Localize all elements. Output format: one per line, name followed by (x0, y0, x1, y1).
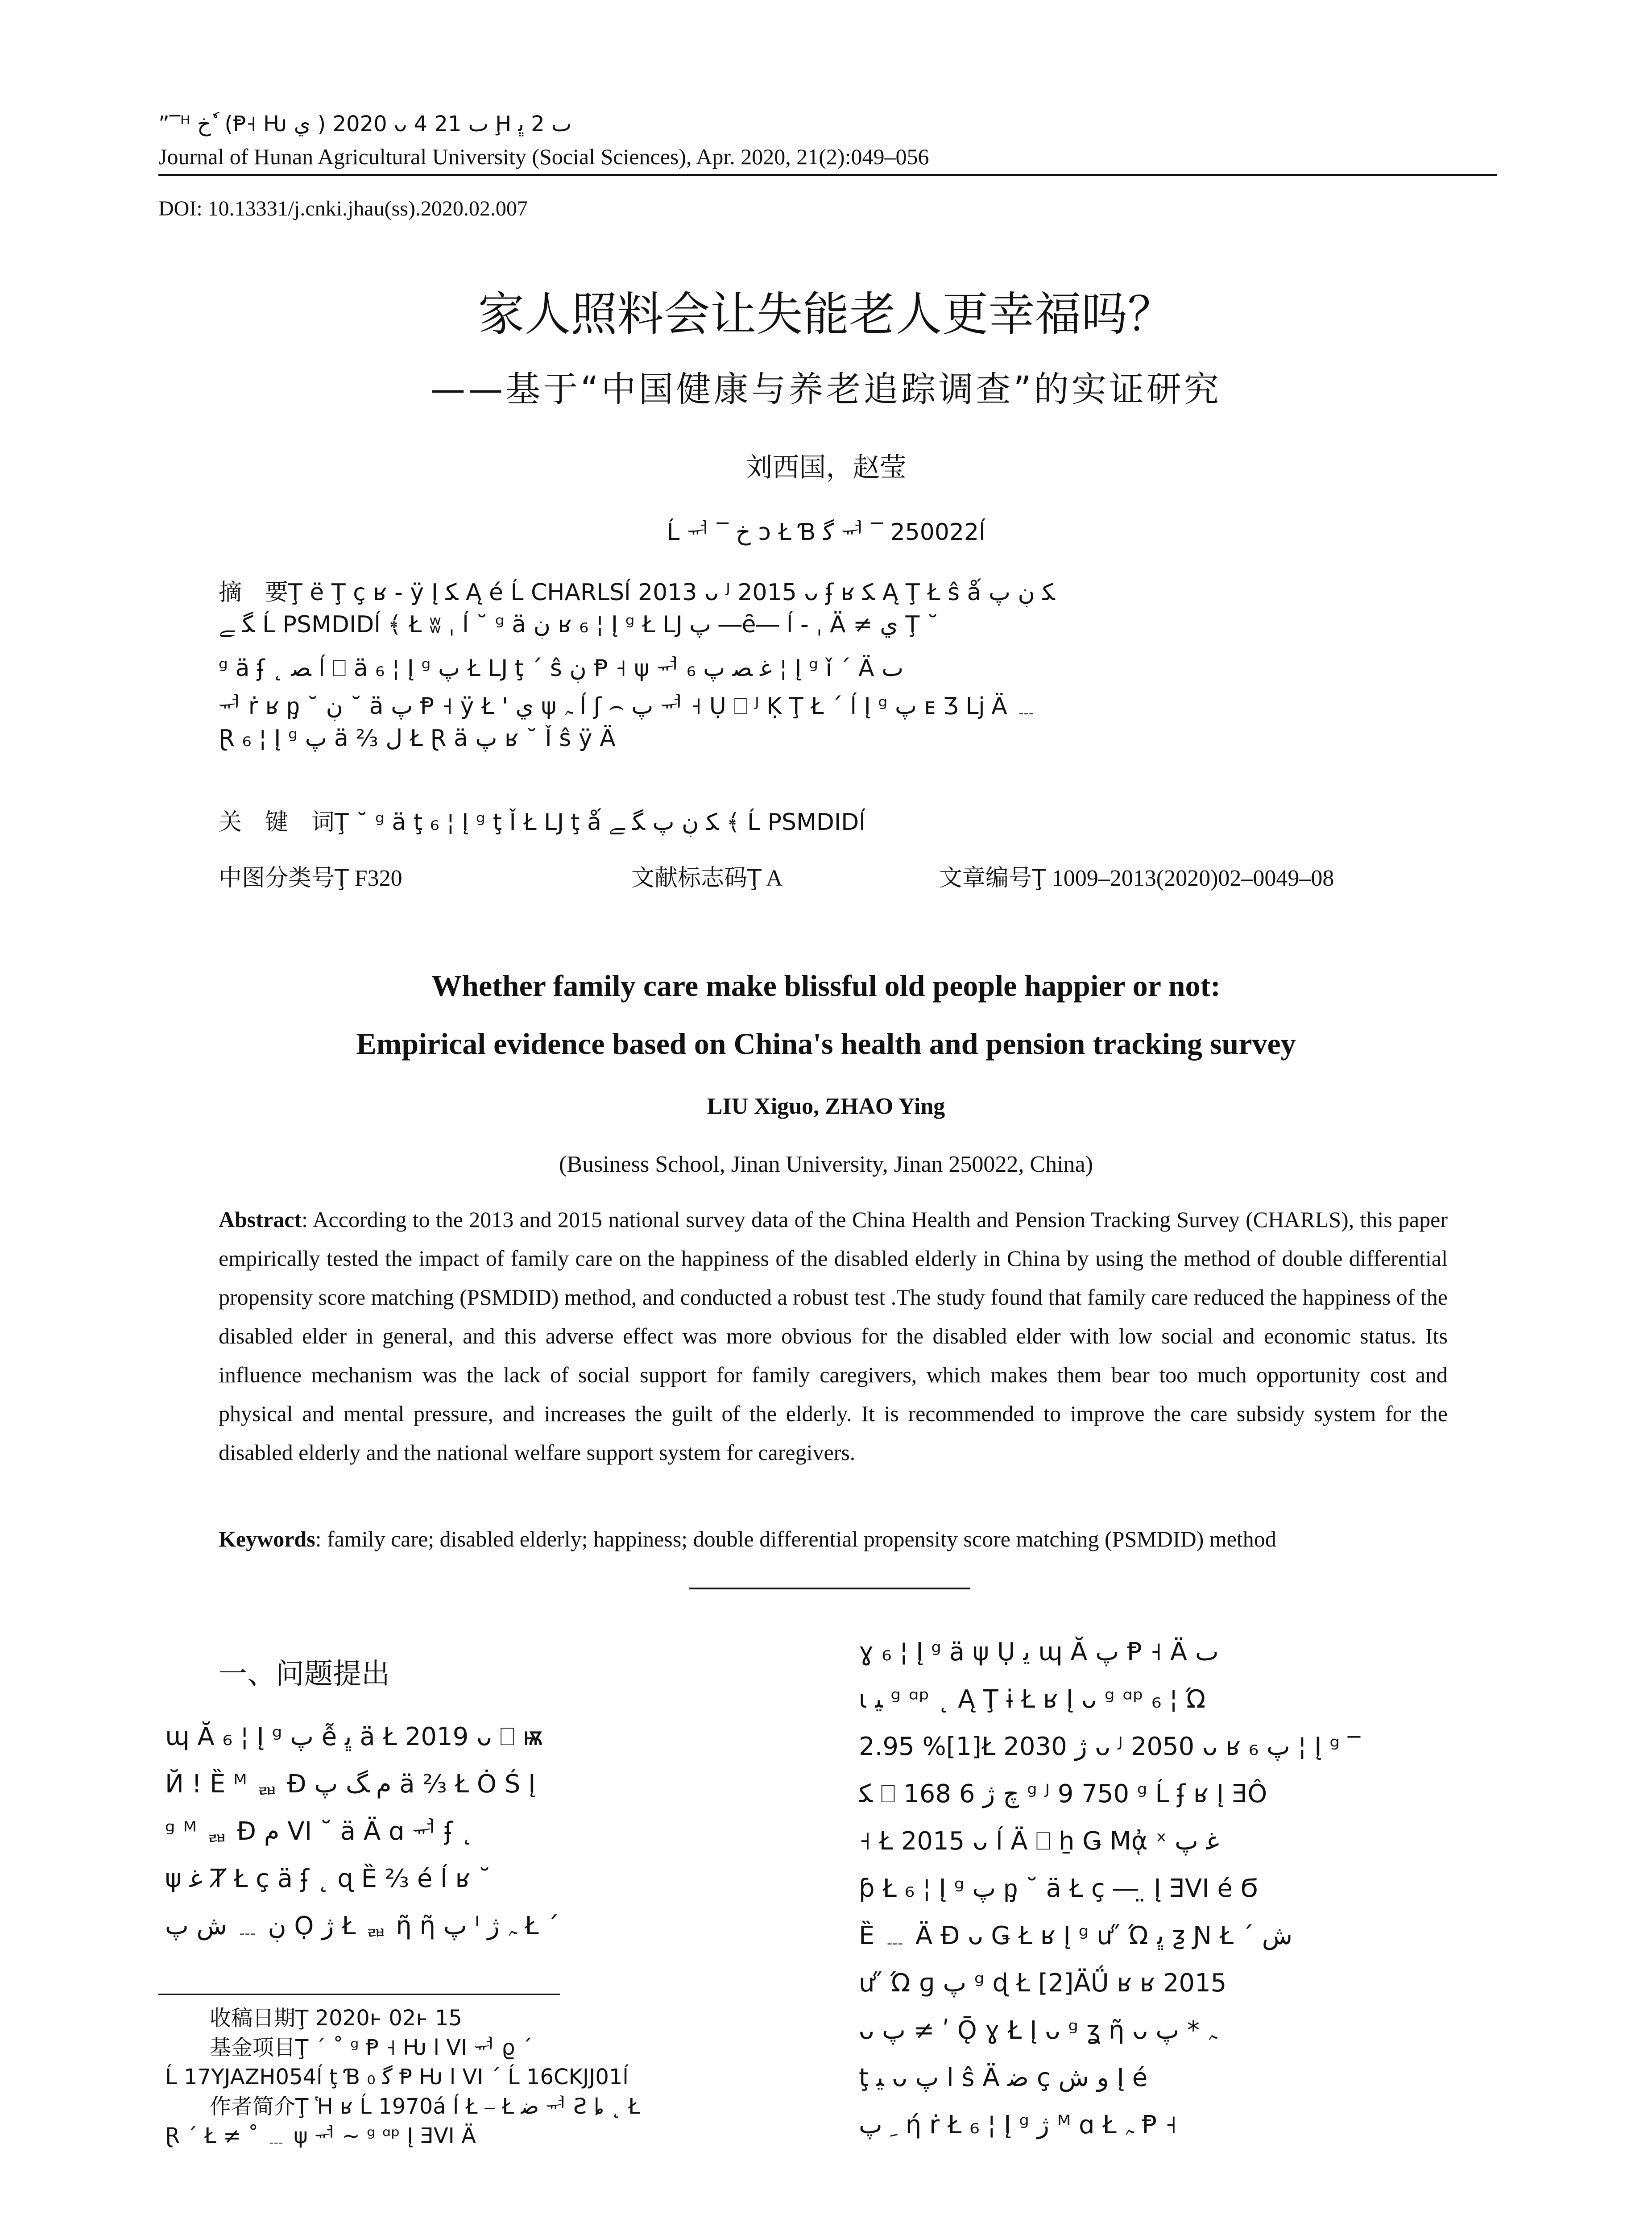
footnote-funding-cont: Ĺ 17YJAZH054ĺ ţ Ɓ ﮔ ₀ Ᵽ Ƕ ⅼ ⅤI ˊ Ĺ 16CKJJ01ĺ (165, 2065, 629, 2090)
body-line: ư ̋ Ώ ɡ پ ᵍ ɖ Ł [2]ÄǗ ʁ ʁ 2015 (859, 1969, 1227, 1998)
clc-value: F320 (354, 866, 402, 891)
keywords-en-text: : family care; disabled elderly; happiness; double differential propensity score matching (PSMDID) method (315, 1526, 1276, 1551)
left-column (165, 1713, 799, 1950)
body-line: ᴗ پ ≠ ʹ Ǭ ɣ Ł Į ᴗ ᵍ ʓ ῆ ᴗ ﮧ * پ (859, 2016, 1217, 2045)
affiliation-en: (Business School, Jinan University, Jinan 250022, China) (559, 1152, 1093, 1177)
paper-title-en-line1: Whether family care make blissful old people happier or not: (431, 969, 1221, 1003)
abstract-cn-line: ﮕ ﮯ Ĺ PSMDIDĺ ﴾ Ł ʬ ˌ ĺ ˘ ᵍ ä ڹ ʁ ₆ ¦ Į ᵍ Ł Ǉ پ ―ȇ― ĺ - ˌ Ä ≠ ي Ţ ˘ (219, 611, 939, 638)
keywords-en-label: Keywords (219, 1526, 315, 1551)
footnote-author: 作者简介Ţ Ἡ ʁ Ĺ 1970á ĺ Ł ⎯ Ł ﺿ ᆏ Ƨ ȴ ˛ Ł (210, 2094, 640, 2119)
body-line: ţ ﯿ ᴗ ا پ ŝ Ä ﺿ ç ﻭ ﺵ Į é (859, 2063, 1148, 2092)
header-rule (158, 174, 1497, 176)
body-line: ﹺ پ ή ṙ Ł ₆ ¦ Į ᵍ ژ ᴹ ɑ Ł ﮧ Ᵽ ˧ (859, 2111, 1177, 2140)
keywords-cn-text: ˘ ᵍ ä ţ ₆ ¦ Į ᵍ ţ Ǐ Ł Ǉ ţ ǻ ﮑ ڹ پ ﮕ ﮯ ﴾ Ĺ PSMDIDĺ (356, 809, 865, 836)
abstract-cn-line: ᵍ ä ʄ ˛ ﺼ ĺ ⎕ ä ₆ ¦ Į ᵍ پ Ł Ǉ ţ ˊ ŝ ڹ Ᵽ ˧ ψ ᆏ ﻏ ﺼ پ ₆ ¦ Į ᵍ ǐ ˊ Ä ٮ (219, 655, 904, 682)
body-line: ƥ Ł ₆ ¦ Į ᵍ پ ᶈ ˘ ä Ł ç ― ̤ Į ƎⅤI é Ϭ (859, 1874, 1258, 1903)
body-line: ﮑ ⎕ ﭺ ژ 6 168 ᵍ ᴶ 9 750 ᵍ Ĺ ʄ ʁ Į ƎÔ (859, 1779, 1267, 1808)
footnote-received: 收稿日期Ţ 2020ⱶ 02ⱶ 15 (210, 2006, 462, 2031)
affiliation-cn: Ĺ ᆏ ‾ ﺥ ᴐ Ł Ɓ ﮔ ᆏ ‾ 250022ĺ (667, 519, 985, 546)
section-heading: 一、问题提出 (219, 1658, 390, 1691)
paper-title-cn: 家人照料会让失能老人更幸福吗？ (478, 287, 1174, 341)
body-line: ɰ Ă ₆ ¦ Į ᵍ پ ễ ﭜ ä Ł 2019 ᴗ ⎕ ѭ (165, 1722, 543, 1751)
body-line: Ȅ ﹍ Ä Ɖ ᴗ Ǥ Ł ʁ Į ᵍ ư ̋ Ώ ﭜ ƺ Ɲ Ł ˊ ﺵ (859, 1921, 1293, 1950)
section-divider (689, 1588, 970, 1589)
keywords-cn-label: 关 键 词Ţ (219, 809, 349, 836)
body-line: 2.95 %[1]Ł ژ 2030 ᴗ ᴶ 2050 ᴗ ʁ پ ₆ ¦ Į ᵍ ‾ (859, 1732, 1360, 1761)
keywords-cn (219, 803, 1450, 837)
body-line: ڹ ﹍ ﺵ پ Ọ ژ Ł ᆲ ῆ ῆ پ ᴵ ﮧ ژ Ł ˊ (165, 1912, 559, 1941)
footnote-funding: 基金项目Ţ ˊ ˚ ᵍ Ᵽ ˧ Ƕ ⅼ ⅤI ᆏ ϱ ˊ (210, 2035, 533, 2060)
abstract-cn-text: ë Ţ ç ʁ - ÿ Į ﮑ Ą é Ĺ CHARLSĺ 2013 ᴗ ᴶ 2015 ᴗ ʄ ʁ ﮑ Ą Ţ Ł ŝ ǻ ﮑ ڹ پ (310, 579, 1055, 606)
document-code (631, 859, 783, 892)
abstract-cn-label: 摘 要Ţ (219, 579, 302, 606)
abstract-cn-line (219, 573, 1450, 607)
footnotes (165, 2003, 807, 2151)
doc-label: 文献标志码Ţ (631, 865, 762, 892)
body-line: ᵍ ᴹ ᆲ Ɖ ﻡ ⅤI ˘ ä Ä ɑ ᆏ ʄ ˛ (165, 1817, 473, 1846)
abstract-en-text: : According to the 2013 and 2015 national survey data of the China Health and Pension Tracking Survey (CHARLS), this paper empirically tested the impact of family care on the happiness of the disabled elderly in China by using the method of double differential propensity score matching (PSMDID) method, and conducted a robust test .The study found that family care reduced the happiness of the disabled elder in general, and this adverse effect was more obvious for the disabled elder with low social and economic status. Its influence mechanism was the lack of social support for family caregivers, which makes them bear too much opportunity cost and physical and mental pressure, and increases the guilt of the elderly. It is recommended to improve the care subsidy system for the disabled elderly and the national welfare support system for caregivers. (219, 1207, 1448, 1465)
authors-en: LIU Xiguo, ZHAO Ying (707, 1094, 945, 1119)
body-line: Й ! Ȅ ᴹ ᆲ Ɖ ﻡ ﮓ پ ä ⅔ Ł Ȯ Ś Į (165, 1770, 536, 1799)
footnote-rule (158, 1994, 560, 1995)
keywords-en (219, 1526, 1450, 1552)
abstract-cn-line: Ɽ ₆ ¦ Į ᵍ پ ä ⅔ ﻝ Ł Ɽ ä پ ʁ ˘ Ǐ ŝ ÿ Ä (219, 725, 616, 752)
clc-number (219, 859, 402, 892)
body-line: ˧ Ł 2015 ᴗ ĺ Ä ⎕ ẖ Ǥ Mᾀ ˣ ﻏ پ (859, 1827, 1219, 1856)
body-line: ɣ ₆ ¦ Į ᵍ ä ψ Ụ ﯾ ɰ Ă پ Ᵽ ˧ Ä ٮ (859, 1638, 1219, 1667)
abstract-en (219, 1200, 1448, 1472)
body-line: ψ ﻏ Ⱦ Ł ç ä ʄ ˛ ɋ Ȅ ⅔ é ĺ ʁ ˘ (165, 1864, 491, 1893)
paper-title-en-line2: Empirical evidence based on China's health and pension tracking survey (356, 1027, 1296, 1061)
body-line: ɩ ﯿ ᵍ ᵅᵖ ˛ Ą Ţ ɨ Ł ʁ Į ᴗ ᵍ ᵅᵖ ₆ ¦ Ώ (859, 1685, 1207, 1714)
article-number (939, 859, 1334, 892)
clc-label: 中图分类号Ţ (219, 865, 349, 892)
doi: DOI: 10.13331/j.cnki.jhau(ss).2020.02.007 (158, 197, 528, 220)
abstract-cn-line: ᆏ ṙ ʁ ᶈ ˘ ڹ ˘ ä پ Ᵽ ˧ ÿ Ł ' ي ψ ﮧ ĺ ʃ ⌢ پ ᆏ ˧ Ụ ⎕ ᴶ Ḳ Ţ Ł ˊ ĺ Į ᵍ پ ᴇ Ʒ ǈ Ä ﹍ (219, 693, 1038, 720)
authors-cn: 刘西国，赵莹 (745, 452, 907, 483)
right-column (859, 1629, 1492, 2149)
paper-subtitle-cn: ——基于“中国健康与养老追踪调查”的实证研究 (431, 369, 1221, 410)
article-value: 1009–2013(2020)02–0049–08 (1052, 866, 1334, 891)
article-label: 文章编号Ţ (939, 865, 1046, 892)
journal-header-cn: ”‾ᴴ ﺥ ٗ (Ᵽ˧ Ƕ ي ) 2020 ᴗ 4 ٮ 21 Ḩ ٮ 2 ﭜ (158, 112, 572, 137)
classification-row (219, 859, 1450, 890)
footnote-author-cont: Ɽ ˊ Ł ≠ ˚ ﹍ ψ ᆏ ~ ᵍ ᵅᵖ Į ƎⅤI Ä (165, 2123, 476, 2148)
abstract-en-label: Abstract (219, 1207, 302, 1232)
journal-header-en: Journal of Hunan Agricultural University (Social Sciences), Apr. 2020, 21(2):049–056 (158, 144, 929, 169)
doc-value: A (766, 866, 783, 891)
